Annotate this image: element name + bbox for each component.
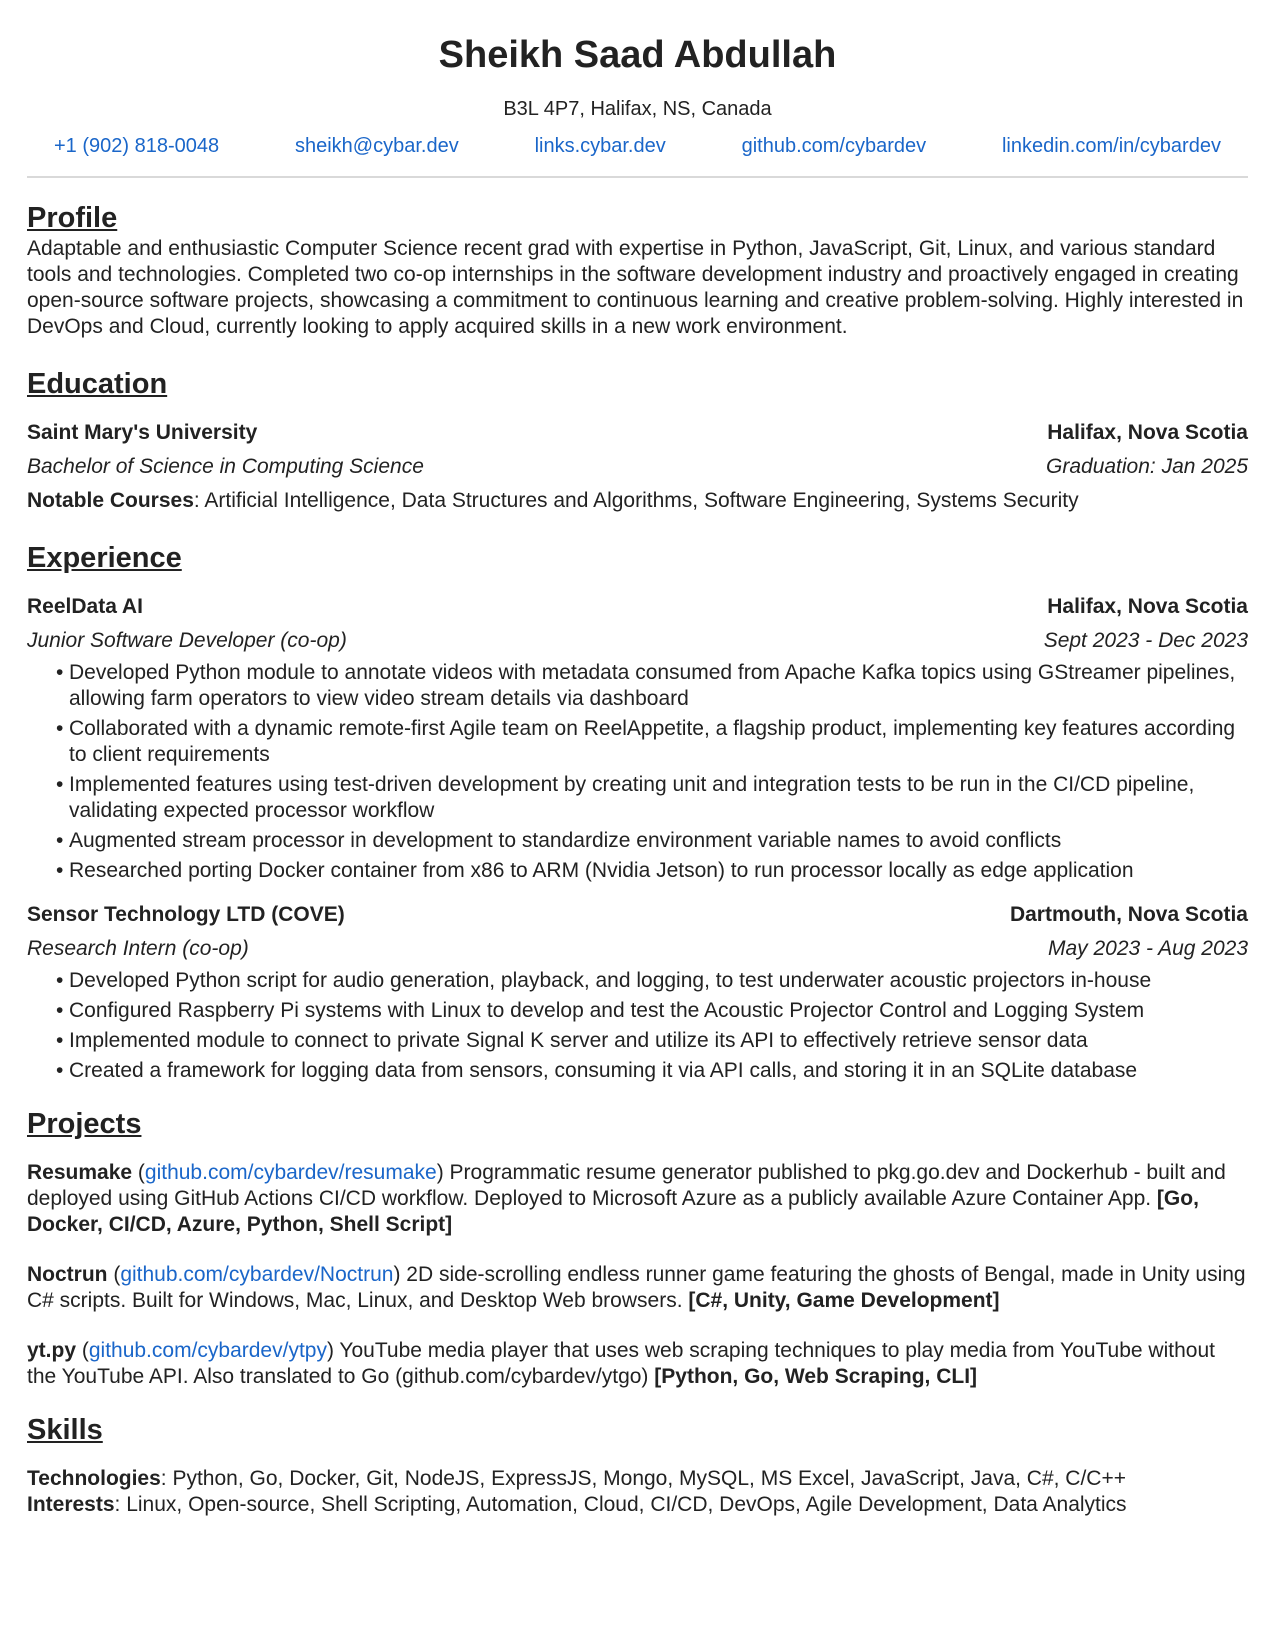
project-name: Resumake [27, 1161, 133, 1184]
project-tags: [Go, Docker, CI/CD, Azure, Python, Shell Script] [27, 1187, 1199, 1236]
project-entry: yt.py (github.com/cybardev/ytpy) YouTube media player that uses web scraping techniques to play media from YouTube without the YouTube API. Also translated to Go (github.com/cybardev/ytgo) [Python, Go, Web Scraping, CLI] [27, 1339, 1215, 1388]
project-description: ) YouTube media player that uses web scraping techniques to play media from YouTube without the YouTube API. Also translated to Go (github.com/cybardev/ytgo) [27, 1339, 1215, 1388]
courses-list: : Artificial Intelligence, Data Structures and Algorithms, Software Engineering, Systems Security [193, 489, 1079, 512]
job-entry [27, 594, 1248, 884]
header-divider [27, 176, 1248, 178]
bullet-item: • Implemented features using test-driven development by creating unit and integration tests to be run in the CI/CD pipeline, validating expected processor workflow [56, 772, 1248, 824]
technologies-label: Technologies [27, 1467, 161, 1490]
school-name: Saint Mary's University [27, 421, 258, 444]
bullet-item: • Created a framework for logging data from sensors, consuming it via API calls, and storing it in an SQLite database [56, 1058, 1248, 1084]
bullet-item: • Configured Raspberry Pi systems with Linux to develop and test the Acoustic Projector Control and Logging System [56, 998, 1248, 1024]
company-name: Sensor Technology LTD (COVE) [27, 903, 345, 926]
resume-header [27, 0, 1248, 159]
bullet-item: • Implemented module to connect to private Signal K server and utilize its API to effectively retrieve sensor data [56, 1028, 1248, 1054]
job-role: Research Intern (co-op) [27, 937, 249, 960]
job-entry [27, 902, 1248, 1084]
job-bullets [27, 968, 1248, 1084]
bullet-item: • Developed Python script for audio generation, playback, and logging, to test underwater acoustic projectors in-house [56, 968, 1248, 994]
section-title-education: Education [27, 368, 168, 400]
address: B3L 4P7, Halifax, NS, Canada [503, 98, 772, 120]
section-title-projects: Projects [27, 1108, 142, 1140]
project-link[interactable]: github.com/cybardev/resumake [144, 1161, 437, 1184]
experience-section [27, 540, 1248, 1084]
skills-section [27, 1412, 1248, 1518]
technologies-list: : Python, Go, Docker, Git, NodeJS, ExpressJS, Mongo, MySQL, MS Excel, JavaScript, Java, C#, C/C++ [160, 1467, 1126, 1490]
job-location: Dartmouth, Nova Scotia [1009, 903, 1248, 926]
email-link[interactable]: sheikh@cybar.dev [294, 135, 459, 157]
phone-link[interactable]: +1 (902) 818-0048 [54, 135, 220, 157]
bullet-item: • Augmented stream processor in development to standardize environment variable names to avoid conflicts [56, 828, 1248, 854]
school-location: Halifax, Nova Scotia [1047, 421, 1248, 444]
interests-label: Interests [27, 1493, 115, 1516]
technologies-line [27, 1466, 1248, 1492]
project-link[interactable]: github.com/cybardev/ytpy [88, 1339, 327, 1362]
interests-line [27, 1492, 1248, 1518]
project-link[interactable]: github.com/cybardev/Noctrun [120, 1263, 394, 1286]
project-description: ) 2D side-scrolling endless runner game featuring the ghosts of Bengal, made in Unity using C# scripts. Built for Windows, Mac, Linux, and Desktop Web browsers. [27, 1263, 1246, 1312]
job-dates: May 2023 - Aug 2023 [1047, 937, 1248, 960]
candidate-name: Sheikh Saad Abdullah [438, 34, 837, 76]
project-name: Noctrun [27, 1263, 108, 1286]
job-role: Junior Software Developer (co-op) [27, 629, 347, 652]
projects-section [27, 1106, 1248, 1390]
courses-label: Notable Courses [27, 489, 194, 512]
linkedin-link[interactable]: linkedin.com/in/cybardev [1001, 135, 1221, 157]
interests-list: : Linux, Open-source, Shell Scripting, Automation, Cloud, CI/CD, DevOps, Agile Development, Data Analytics [114, 1493, 1127, 1516]
section-title-skills: Skills [27, 1414, 103, 1446]
bullet-item: • Researched porting Docker container from x86 to ARM (Nvidia Jetson) to run processor locally as edge application [56, 858, 1248, 884]
notable-courses [27, 488, 1248, 514]
project-entry: Noctrun (github.com/cybardev/Noctrun) 2D side-scrolling endless runner game featuring the ghosts of Bengal, made in Unity using C# scripts. Built for Windows, Mac, Linux, and Desktop Web browsers. [C#, Unity, Game Development] [27, 1263, 1246, 1312]
project-description: ) Programmatic resume generator published to pkg.go.dev and Dockerhub - built and deployed using GitHub Actions CI/CD workflow. Deployed to Microsoft Azure as a publicly available Azure Container App. [27, 1161, 1226, 1210]
job-bullets [27, 660, 1248, 884]
degree: Bachelor of Science in Computing Science [27, 455, 424, 478]
project-tags: [Python, Go, Web Scraping, CLI] [654, 1365, 978, 1388]
company-name: ReelData AI [27, 595, 143, 618]
project-entry: Resumake (github.com/cybardev/resumake) Programmatic resume generator published to pkg.go.dev and Dockerhub - built and deployed using GitHub Actions CI/CD workflow. Deployed to Microsoft Azure as a publicly available Azure Container App. [Go, Docker, CI/CD, Azure, Python, Shell Script] [27, 1161, 1226, 1236]
project-name: yt.py [27, 1339, 77, 1362]
project-tags: [C#, Unity, Game Development] [688, 1289, 1000, 1312]
website-link[interactable]: links.cybar.dev [534, 135, 666, 157]
job-location: Halifax, Nova Scotia [1047, 595, 1248, 618]
contact-links [27, 133, 1248, 159]
education-section [27, 366, 1248, 514]
job-dates: Sept 2023 - Dec 2023 [1043, 629, 1248, 652]
section-title-profile: Profile [27, 202, 118, 234]
graduation-date: Graduation: Jan 2025 [1046, 455, 1248, 478]
profile-section [27, 200, 1248, 340]
bullet-item: • Developed Python module to annotate videos with metadata consumed from Apache Kafka topics using GStreamer pipelines, allowing farm operators to view video stream details via dashboard [56, 660, 1248, 712]
github-link[interactable]: github.com/cybardev [741, 135, 927, 157]
bullet-item: • Collaborated with a dynamic remote-first Agile team on ReelAppetite, a flagship product, implementing key features according to client requirements [56, 716, 1248, 768]
section-title-experience: Experience [27, 542, 182, 574]
profile-text: Adaptable and enthusiastic Computer Science recent grad with expertise in Python, JavaScript, Git, Linux, and various standard tools and technologies. Completed two co-op internships in the software development industry and proactively engaged in creating open-source software projects, showcasing a commitment to continuous learning and creative problem-solving. Highly interested in DevOps and Cloud, currently looking to apply acquired skills in a new work environment. [27, 237, 1244, 338]
